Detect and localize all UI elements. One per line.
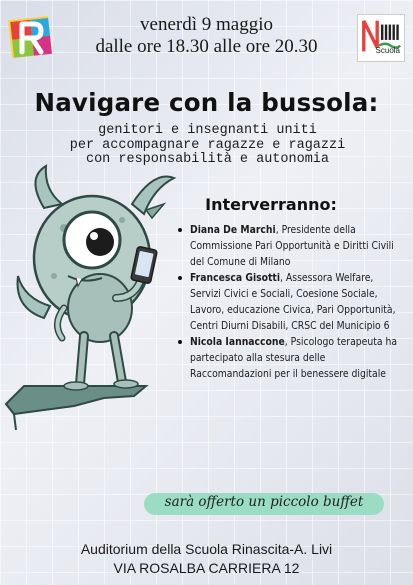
school-logo-text: Scuola: [375, 46, 400, 55]
school-logo: [357, 14, 405, 62]
event-date: venerdì 9 maggio: [140, 14, 273, 35]
event-time: dalle ore 18.30 alle ore 20.30: [95, 36, 318, 57]
speaker-name: Nicola Iannaccone: [190, 336, 285, 348]
speaker-role: , Assessora Welfare, Servizi Civici e Sociali, Coesione Sociale, Lavoro, educazione Civica, Pari Opportunità, Centri Diurni Disabili, CRSC del Municipio 6: [190, 272, 396, 332]
monster-with-phone-illustration: [4, 148, 182, 430]
subtitle-line-2: per accompagnare ragazze e ragazzi: [69, 137, 346, 153]
speakers-list: [174, 222, 404, 382]
buffet-note: sarà offerto un piccolo buffet: [164, 494, 364, 510]
speaker-name: Diana De Marchi: [190, 224, 276, 236]
speaker-name: Francesca Gisotti: [190, 272, 281, 284]
rinascita-logo-icon: [8, 14, 54, 60]
venue-address: VIA ROSALBA CARRIERA 12: [113, 560, 300, 576]
subtitle-line-3: con responsabilità e autonomia: [85, 152, 330, 167]
venue-info: [0, 540, 413, 578]
speakers-heading: Interverranno:: [205, 195, 337, 214]
event-title: Navigare con la bussola:: [34, 88, 379, 117]
event-date-time: [64, 14, 349, 58]
list-item: [174, 334, 404, 382]
venue-name: Auditorium della Scuola Rinascita-A. Livi: [80, 541, 333, 557]
list-item: [174, 270, 404, 334]
subtitle-line-1: genitori e insegnanti uniti: [98, 123, 317, 138]
speaker-role: , Presidente della Commissione Pari Opportunità e Diritti Civili del Comune di Milano: [190, 224, 394, 268]
speaker-role: , Psicologo terapeuta ha partecipato alla stesura delle Raccomandazioni per il benessere digitale: [190, 336, 398, 380]
list-item: [174, 222, 404, 270]
